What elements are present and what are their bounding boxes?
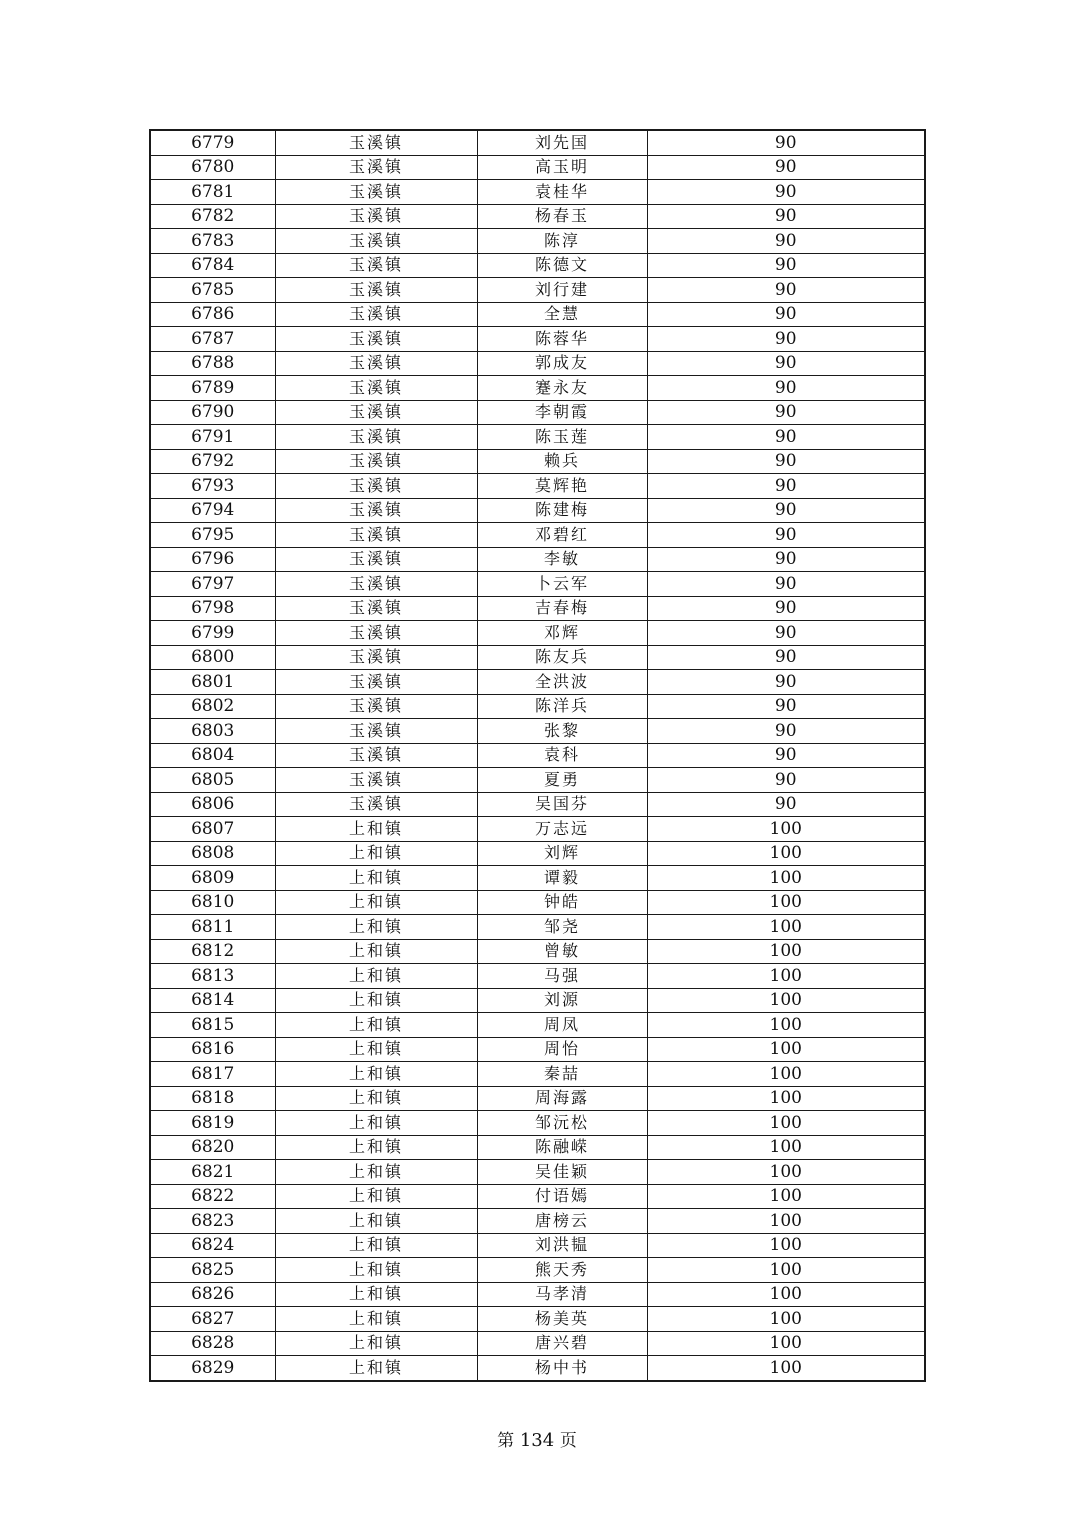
cell-amount: 100 — [647, 1209, 925, 1234]
cell-name: 陈洋兵 — [477, 694, 647, 719]
table-row — [150, 1331, 925, 1356]
cell-number: 6809 — [150, 866, 275, 891]
cell-name: 马孝清 — [477, 1282, 647, 1307]
cell-name: 熊天秀 — [477, 1258, 647, 1283]
cell-number: 6817 — [150, 1062, 275, 1087]
cell-name: 杨春玉 — [477, 204, 647, 229]
cell-name: 全洪波 — [477, 670, 647, 695]
cell-name: 马强 — [477, 964, 647, 989]
cell-amount: 100 — [647, 890, 925, 915]
cell-name: 刘辉 — [477, 841, 647, 866]
cell-number: 6813 — [150, 964, 275, 989]
table-row — [150, 768, 925, 793]
cell-town: 玉溪镇 — [275, 253, 477, 278]
cell-number: 6792 — [150, 449, 275, 474]
table-row — [150, 670, 925, 695]
cell-amount: 90 — [647, 229, 925, 254]
cell-amount: 90 — [647, 449, 925, 474]
table-body — [150, 130, 925, 1381]
cell-town: 上和镇 — [275, 1282, 477, 1307]
page-footer-suffix: 页 — [559, 1431, 577, 1451]
table-row — [150, 400, 925, 425]
cell-town: 玉溪镇 — [275, 400, 477, 425]
cell-amount: 90 — [647, 645, 925, 670]
cell-name: 邓辉 — [477, 621, 647, 646]
cell-town: 玉溪镇 — [275, 719, 477, 744]
table-row — [150, 351, 925, 376]
table-row — [150, 841, 925, 866]
cell-number: 6819 — [150, 1111, 275, 1136]
table-row — [150, 1160, 925, 1185]
cell-amount: 100 — [647, 1356, 925, 1381]
cell-number: 6828 — [150, 1331, 275, 1356]
cell-town: 玉溪镇 — [275, 155, 477, 180]
cell-number: 6790 — [150, 400, 275, 425]
table-row — [150, 523, 925, 548]
cell-name: 唐兴碧 — [477, 1331, 647, 1356]
table-row — [150, 547, 925, 572]
cell-amount: 90 — [647, 719, 925, 744]
cell-town: 玉溪镇 — [275, 302, 477, 327]
cell-number: 6791 — [150, 425, 275, 450]
cell-amount: 100 — [647, 988, 925, 1013]
cell-amount: 90 — [647, 425, 925, 450]
table-row — [150, 474, 925, 499]
table-row — [150, 278, 925, 303]
cell-number: 6811 — [150, 915, 275, 940]
cell-amount: 90 — [647, 155, 925, 180]
table-row — [150, 817, 925, 842]
cell-amount: 90 — [647, 743, 925, 768]
table-row — [150, 1209, 925, 1234]
table-row — [150, 204, 925, 229]
cell-town: 上和镇 — [275, 1111, 477, 1136]
table-row — [150, 376, 925, 401]
cell-number: 6824 — [150, 1233, 275, 1258]
cell-amount: 90 — [647, 474, 925, 499]
cell-amount: 90 — [647, 547, 925, 572]
cell-name: 赖兵 — [477, 449, 647, 474]
table-row — [150, 1233, 925, 1258]
cell-town: 上和镇 — [275, 866, 477, 891]
table-row — [150, 964, 925, 989]
cell-amount: 100 — [647, 1160, 925, 1185]
table-row — [150, 498, 925, 523]
cell-amount: 90 — [647, 596, 925, 621]
cell-number: 6822 — [150, 1184, 275, 1209]
table-row — [150, 988, 925, 1013]
cell-town: 玉溪镇 — [275, 351, 477, 376]
cell-name: 杨中书 — [477, 1356, 647, 1381]
cell-amount: 90 — [647, 621, 925, 646]
cell-amount: 100 — [647, 1135, 925, 1160]
cell-town: 上和镇 — [275, 939, 477, 964]
cell-town: 上和镇 — [275, 1356, 477, 1381]
cell-town: 上和镇 — [275, 1013, 477, 1038]
cell-amount: 100 — [647, 1307, 925, 1332]
cell-amount: 90 — [647, 694, 925, 719]
cell-name: 吉春梅 — [477, 596, 647, 621]
cell-town: 上和镇 — [275, 1209, 477, 1234]
cell-name: 周怡 — [477, 1037, 647, 1062]
cell-number: 6804 — [150, 743, 275, 768]
cell-amount: 90 — [647, 792, 925, 817]
cell-amount: 90 — [647, 351, 925, 376]
cell-name: 邹沅松 — [477, 1111, 647, 1136]
cell-number: 6807 — [150, 817, 275, 842]
cell-number: 6785 — [150, 278, 275, 303]
cell-amount: 100 — [647, 1086, 925, 1111]
cell-amount: 90 — [647, 400, 925, 425]
table-row — [150, 719, 925, 744]
table-row — [150, 180, 925, 205]
cell-number: 6787 — [150, 327, 275, 352]
table-row — [150, 425, 925, 450]
table-row — [150, 1282, 925, 1307]
table-row — [150, 792, 925, 817]
table-row — [150, 866, 925, 891]
cell-name: 蹇永友 — [477, 376, 647, 401]
cell-number: 6826 — [150, 1282, 275, 1307]
cell-town: 玉溪镇 — [275, 645, 477, 670]
table-row — [150, 645, 925, 670]
cell-town: 上和镇 — [275, 915, 477, 940]
cell-amount: 90 — [647, 278, 925, 303]
table-row — [150, 890, 925, 915]
cell-town: 玉溪镇 — [275, 204, 477, 229]
table-row — [150, 694, 925, 719]
table-row — [150, 1013, 925, 1038]
cell-town: 上和镇 — [275, 1184, 477, 1209]
cell-number: 6780 — [150, 155, 275, 180]
cell-number: 6806 — [150, 792, 275, 817]
cell-number: 6802 — [150, 694, 275, 719]
cell-name: 刘源 — [477, 988, 647, 1013]
cell-name: 袁科 — [477, 743, 647, 768]
table-row — [150, 939, 925, 964]
cell-town: 上和镇 — [275, 1258, 477, 1283]
table-row — [150, 253, 925, 278]
table-row — [150, 1086, 925, 1111]
cell-number: 6779 — [150, 130, 275, 155]
cell-number: 6825 — [150, 1258, 275, 1283]
table-row — [150, 130, 925, 155]
cell-amount: 90 — [647, 180, 925, 205]
cell-name: 刘洪韫 — [477, 1233, 647, 1258]
cell-number: 6799 — [150, 621, 275, 646]
cell-amount: 100 — [647, 866, 925, 891]
table-row — [150, 302, 925, 327]
table-row — [150, 743, 925, 768]
page-number: 134 — [519, 1430, 555, 1451]
cell-amount: 100 — [647, 1184, 925, 1209]
cell-number: 6821 — [150, 1160, 275, 1185]
cell-town: 玉溪镇 — [275, 180, 477, 205]
table-row — [150, 449, 925, 474]
cell-number: 6801 — [150, 670, 275, 695]
cell-number: 6823 — [150, 1209, 275, 1234]
cell-name: 钟皓 — [477, 890, 647, 915]
cell-town: 玉溪镇 — [275, 327, 477, 352]
cell-number: 6816 — [150, 1037, 275, 1062]
data-table — [149, 129, 926, 1382]
cell-amount: 90 — [647, 302, 925, 327]
cell-name: 郭成友 — [477, 351, 647, 376]
cell-number: 6810 — [150, 890, 275, 915]
cell-name: 谭毅 — [477, 866, 647, 891]
table-row — [150, 1184, 925, 1209]
cell-amount: 100 — [647, 939, 925, 964]
cell-amount: 100 — [647, 1331, 925, 1356]
cell-town: 玉溪镇 — [275, 743, 477, 768]
cell-town: 玉溪镇 — [275, 768, 477, 793]
cell-name: 吴佳颖 — [477, 1160, 647, 1185]
cell-name: 周海露 — [477, 1086, 647, 1111]
cell-town: 上和镇 — [275, 988, 477, 1013]
cell-name: 陈蓉华 — [477, 327, 647, 352]
cell-number: 6818 — [150, 1086, 275, 1111]
cell-amount: 100 — [647, 841, 925, 866]
table-row — [150, 229, 925, 254]
table-row — [150, 327, 925, 352]
table-row — [150, 596, 925, 621]
cell-number: 6820 — [150, 1135, 275, 1160]
cell-town: 上和镇 — [275, 1135, 477, 1160]
cell-name: 邓碧红 — [477, 523, 647, 548]
cell-town: 上和镇 — [275, 841, 477, 866]
cell-number: 6805 — [150, 768, 275, 793]
page-footer — [0, 1430, 1074, 1452]
cell-number: 6788 — [150, 351, 275, 376]
cell-amount: 90 — [647, 670, 925, 695]
cell-town: 上和镇 — [275, 1062, 477, 1087]
cell-number: 6815 — [150, 1013, 275, 1038]
cell-amount: 100 — [647, 915, 925, 940]
cell-town: 玉溪镇 — [275, 523, 477, 548]
cell-number: 6781 — [150, 180, 275, 205]
table-row — [150, 1307, 925, 1332]
cell-town: 上和镇 — [275, 1160, 477, 1185]
cell-name: 刘行建 — [477, 278, 647, 303]
cell-town: 玉溪镇 — [275, 547, 477, 572]
cell-town: 玉溪镇 — [275, 621, 477, 646]
cell-name: 唐榜云 — [477, 1209, 647, 1234]
cell-name: 陈友兵 — [477, 645, 647, 670]
table-row — [150, 1356, 925, 1381]
cell-town: 玉溪镇 — [275, 694, 477, 719]
cell-number: 6793 — [150, 474, 275, 499]
cell-name: 邹尧 — [477, 915, 647, 940]
cell-number: 6782 — [150, 204, 275, 229]
cell-town: 玉溪镇 — [275, 278, 477, 303]
cell-name: 陈德文 — [477, 253, 647, 278]
cell-amount: 100 — [647, 1062, 925, 1087]
table-row — [150, 572, 925, 597]
table-row — [150, 1037, 925, 1062]
cell-name: 李朝霞 — [477, 400, 647, 425]
cell-town: 玉溪镇 — [275, 449, 477, 474]
table-row — [150, 1135, 925, 1160]
table-row — [150, 915, 925, 940]
cell-name: 付语嫣 — [477, 1184, 647, 1209]
table-row — [150, 1111, 925, 1136]
cell-town: 玉溪镇 — [275, 425, 477, 450]
cell-amount: 100 — [647, 817, 925, 842]
cell-number: 6812 — [150, 939, 275, 964]
cell-number: 6814 — [150, 988, 275, 1013]
cell-town: 上和镇 — [275, 964, 477, 989]
cell-town: 上和镇 — [275, 1331, 477, 1356]
cell-amount: 90 — [647, 572, 925, 597]
cell-amount: 90 — [647, 204, 925, 229]
cell-town: 玉溪镇 — [275, 670, 477, 695]
cell-town: 上和镇 — [275, 890, 477, 915]
cell-name: 莫辉艳 — [477, 474, 647, 499]
cell-name: 刘先国 — [477, 130, 647, 155]
cell-number: 6800 — [150, 645, 275, 670]
cell-amount: 100 — [647, 1258, 925, 1283]
cell-number: 6798 — [150, 596, 275, 621]
cell-amount: 90 — [647, 498, 925, 523]
cell-town: 玉溪镇 — [275, 474, 477, 499]
cell-name: 高玉明 — [477, 155, 647, 180]
cell-name: 吴国芬 — [477, 792, 647, 817]
cell-town: 上和镇 — [275, 817, 477, 842]
cell-town: 玉溪镇 — [275, 376, 477, 401]
cell-town: 上和镇 — [275, 1086, 477, 1111]
cell-number: 6786 — [150, 302, 275, 327]
cell-name: 袁桂华 — [477, 180, 647, 205]
cell-number: 6829 — [150, 1356, 275, 1381]
cell-name: 陈建梅 — [477, 498, 647, 523]
cell-name: 卜云军 — [477, 572, 647, 597]
cell-town: 玉溪镇 — [275, 792, 477, 817]
cell-name: 张黎 — [477, 719, 647, 744]
cell-town: 上和镇 — [275, 1037, 477, 1062]
table-row — [150, 621, 925, 646]
cell-town: 玉溪镇 — [275, 229, 477, 254]
cell-name: 万志远 — [477, 817, 647, 842]
cell-town: 上和镇 — [275, 1307, 477, 1332]
cell-amount: 90 — [647, 376, 925, 401]
cell-number: 6795 — [150, 523, 275, 548]
cell-amount: 90 — [647, 130, 925, 155]
cell-town: 玉溪镇 — [275, 572, 477, 597]
cell-amount: 90 — [647, 327, 925, 352]
cell-number: 6794 — [150, 498, 275, 523]
cell-town: 上和镇 — [275, 1233, 477, 1258]
cell-number: 6796 — [150, 547, 275, 572]
cell-amount: 100 — [647, 1037, 925, 1062]
cell-name: 秦喆 — [477, 1062, 647, 1087]
cell-name: 陈玉莲 — [477, 425, 647, 450]
cell-number: 6808 — [150, 841, 275, 866]
cell-number: 6784 — [150, 253, 275, 278]
cell-number: 6803 — [150, 719, 275, 744]
cell-amount: 90 — [647, 523, 925, 548]
cell-amount: 90 — [647, 253, 925, 278]
cell-amount: 100 — [647, 1111, 925, 1136]
page-footer-prefix: 第 — [497, 1431, 515, 1451]
cell-amount: 90 — [647, 768, 925, 793]
cell-number: 6797 — [150, 572, 275, 597]
cell-name: 陈淳 — [477, 229, 647, 254]
cell-town: 玉溪镇 — [275, 130, 477, 155]
cell-amount: 100 — [647, 1282, 925, 1307]
cell-name: 周凤 — [477, 1013, 647, 1038]
cell-name: 曾敏 — [477, 939, 647, 964]
cell-town: 玉溪镇 — [275, 596, 477, 621]
cell-number: 6789 — [150, 376, 275, 401]
cell-amount: 100 — [647, 964, 925, 989]
table-row — [150, 1258, 925, 1283]
cell-name: 全慧 — [477, 302, 647, 327]
cell-name: 陈融嵘 — [477, 1135, 647, 1160]
cell-name: 杨美英 — [477, 1307, 647, 1332]
table-row — [150, 155, 925, 180]
cell-amount: 100 — [647, 1013, 925, 1038]
cell-name: 李敏 — [477, 547, 647, 572]
cell-amount: 100 — [647, 1233, 925, 1258]
cell-name: 夏勇 — [477, 768, 647, 793]
cell-number: 6827 — [150, 1307, 275, 1332]
cell-town: 玉溪镇 — [275, 498, 477, 523]
table-row — [150, 1062, 925, 1087]
cell-number: 6783 — [150, 229, 275, 254]
